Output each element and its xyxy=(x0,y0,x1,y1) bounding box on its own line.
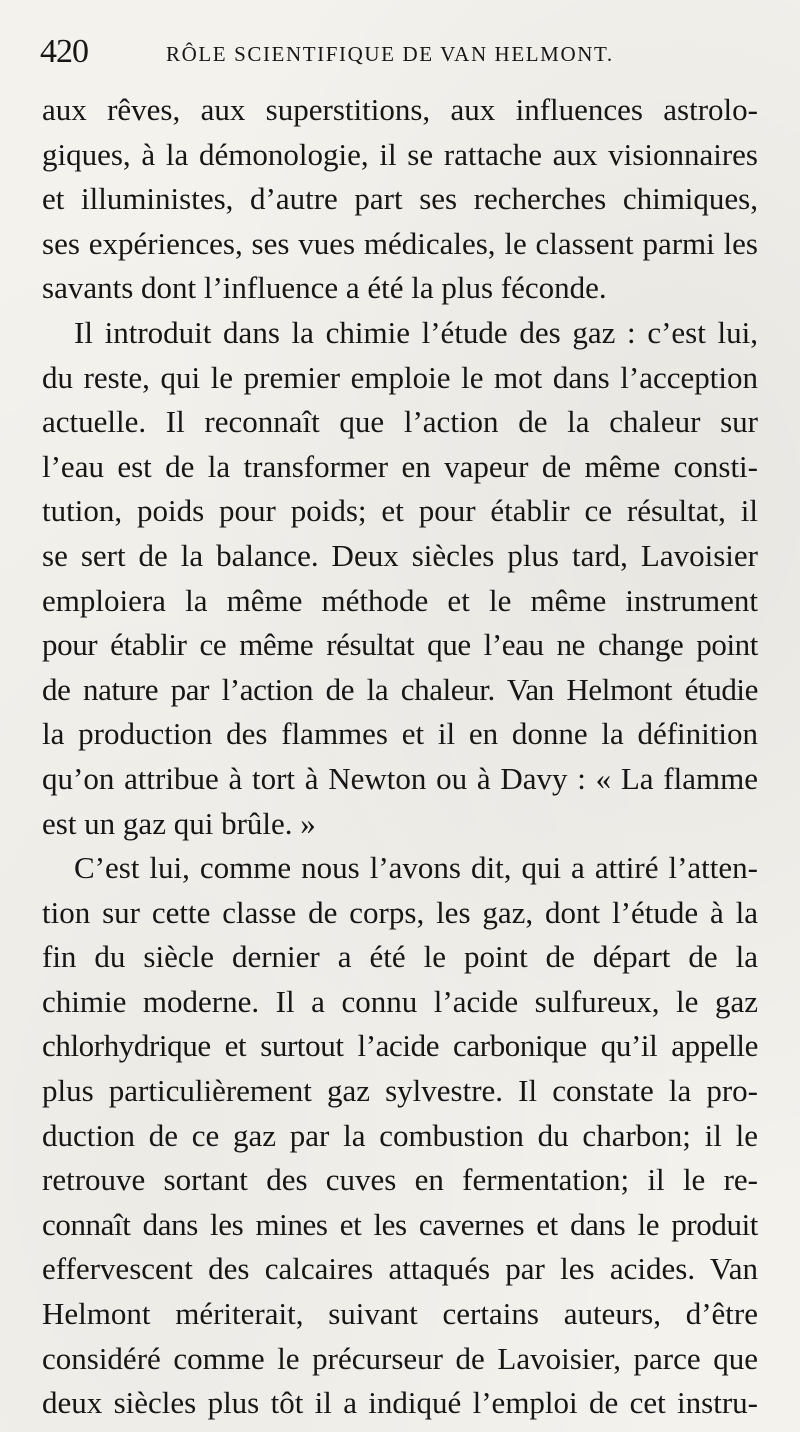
text-line: effervescent des calcaires attaqués par les acides. Van xyxy=(42,1251,758,1287)
text-line: pour établir ce même résultat que l’eau ne change point xyxy=(42,627,758,663)
text-line: giques, à la démonologie, il se rattache aux visionnaires xyxy=(42,136,758,172)
text-line: considéré comme le précurseur de Lavoisier, parce que xyxy=(42,1340,758,1376)
text-line: ses expériences, ses vues médicales, le classent parmi les xyxy=(42,225,758,261)
text-line: C’est lui, comme nous l’avons dit, qui a attiré l’atten- xyxy=(74,850,758,886)
text-line: Helmont mériterait, suivant certains auteurs, d’être xyxy=(42,1296,758,1332)
text-line: qu’on attribue à tort à Newton ou à Davy : « La flamme xyxy=(42,760,758,796)
page-number: 420 xyxy=(40,33,88,70)
text-line: l’eau est de la transformer en vapeur de même consti- xyxy=(42,448,758,484)
text-line: fin du siècle dernier a été le point de départ de la xyxy=(42,939,758,975)
text-line: aux rêves, aux superstitions, aux influences astrolo- xyxy=(42,92,758,127)
text-line: plus particulièrement gaz sylvestre. Il constate la pro- xyxy=(42,1073,758,1109)
text-line: est un gaz qui brûle. » xyxy=(42,805,316,841)
text-line: chlorhydrique et surtout l’acide carbonique qu’il appelle xyxy=(42,1028,758,1064)
text-line: du reste, qui le premier emploie le mot dans l’acception xyxy=(42,359,758,395)
text-line: duction de ce gaz par la combustion du charbon; il le xyxy=(42,1117,758,1153)
text-line: deux siècles plus tôt il a indiqué l’emploi de cet instru- xyxy=(42,1385,758,1421)
running-title: RÔLE SCIENTIFIQUE DE VAN HELMONT. xyxy=(166,42,614,66)
paragraph xyxy=(42,846,758,1426)
text-line: tion sur cette classe de corps, les gaz, dont l’étude à la xyxy=(42,894,758,930)
text-line: emploiera la même méthode et le même instrument xyxy=(42,582,758,618)
text-line: retrouve sortant des cuves en fermentation; il le re- xyxy=(42,1162,758,1198)
text-line: se sert de la balance. Deux siècles plus tard, Lavoisier xyxy=(42,537,758,573)
text-line: savants dont l’influence a été la plus féconde. xyxy=(42,270,607,306)
text-line: Il introduit dans la chimie l’étude des gaz : c’est lui, xyxy=(74,314,758,350)
body-text xyxy=(42,88,758,1426)
text-line: actuelle. Il reconnaît que l’action de la chaleur sur xyxy=(42,404,758,440)
text-line: tution, poids pour poids; et pour établir ce résultat, il xyxy=(42,493,758,529)
paragraph xyxy=(42,311,758,846)
text-line: et illuministes, d’autre part ses recherches chimiques, xyxy=(42,181,758,217)
text-line: la production des flammes et il en donne la définition xyxy=(42,716,758,752)
text-line: de nature par l’action de la chaleur. Van Helmont étudie xyxy=(42,671,758,707)
page-header xyxy=(40,32,760,72)
text-line: connaît dans les mines et les cavernes et dans le produit xyxy=(42,1206,758,1242)
text-line: chimie moderne. Il a connu l’acide sulfureux, le gaz xyxy=(42,983,758,1019)
paragraph xyxy=(42,88,758,311)
